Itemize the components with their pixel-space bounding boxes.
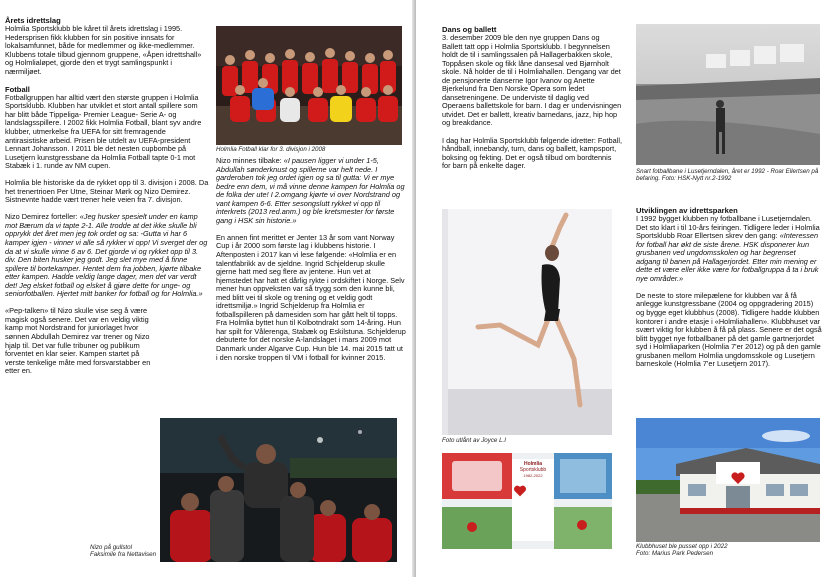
- heading-fotball: Fotball: [5, 84, 30, 94]
- right-column-1: [442, 25, 622, 179]
- paragraph-nizo-minnes: [216, 157, 406, 225]
- clubhouse-photo: [636, 418, 820, 542]
- left-column-1: [5, 16, 209, 384]
- clubhouse-caption-line-2: Foto: Marius Park Pedersen: [636, 550, 714, 558]
- nizo-caption-line-2: Faksimile fra Nettavisen: [90, 551, 157, 559]
- logo-name: Holmlia: [523, 461, 543, 467]
- logo-years: 1982-2022: [523, 473, 543, 478]
- paragraph-pep-talk: «Pep-talken» til Nizo skulle vise seg å være magisk også senere. Det var en veldig viktig kamp mot Nordstrand for juniorlaget hvor sønnen Abdullah Demirez var trener og Nizo hjalp til. Det var fulle tribuner og publikum forventet en klar seier. Kampen startet på verste tenkelige måte med forsvarstabber en etter en.: [5, 306, 151, 376]
- logo-subname: Sportsklubb: [519, 467, 547, 473]
- heading-dans-og-ballett: Dans og ballett: [442, 25, 497, 34]
- club-logo-collage: [442, 453, 612, 549]
- paragraph-idretter: I dag har Holmlia Sportsklubb følgende idretter: Fotball, håndball, innebandy, turn, dans og ballett, kampsport, boksing og fekting. Det er også tilbud om bordtennis for barn på enkelte dager.: [442, 135, 623, 171]
- clubhouse-caption-line-1: Klubbhuset ble pusset opp i 2022: [636, 543, 728, 550]
- ellertsen-quote: «Interessen for fotball har økt de siste årene. HSK disponerer kun grusbanen ved ungdomsskolen og har begrenset adgang til banen på Hallagerjordet. Etter min mening er dette et være eller ikke være for fotballgruppa å ta i bruk nye områder.»: [636, 231, 819, 283]
- right-page: [416, 0, 832, 577]
- dancer-photo: [442, 209, 612, 435]
- clubhouse-photo-caption: [636, 543, 820, 558]
- nizo-gullstol-photo: [160, 418, 397, 562]
- nizo-caption-line-1: Nizo på gullstol: [90, 544, 132, 551]
- left-column-2: [216, 157, 406, 371]
- ellertsen-photo-caption: Snart fotballbane i Lusetjerndalen, året er 1992 - Roar Ellertsen på befaring. Foto: HSK-Nytt nr.2-1992: [636, 168, 819, 183]
- heading-arets-idrettslag: Årets idrettslag: [5, 16, 61, 25]
- paragraph-ny-fotballbane: [636, 215, 822, 283]
- nizo-minnes-intro: Nizo minnes tilbake:: [216, 156, 284, 165]
- heart-icon: [513, 485, 527, 497]
- ellertsen-photo-1992: [636, 24, 820, 165]
- paragraph-arets-idrettslag: Holmlia Sportsklubb ble kåret til årets idrettslag i 1995. Hedersprisen fikk klubben for sin positive innsats for lokalsamfunnet, både for medlemmer og ikke-medlemmer. Klubbens totale tilbud gjennom gruppene, «Åpen idrettshall» og Holmlialøpet, gjorde den et trygt samlingspunkt i nærmiljøet.: [5, 24, 202, 76]
- heading-utviklingen: Utviklingen av idrettsparken: [636, 206, 738, 215]
- paragraph-milepaeler: De neste to store milepælene for klubben var å få anlegge kunstgressbane (2004 og oppgradering 2015) og bygge eget klubbhus (2008). Tidligere hadde klubben kontorer i andre etasje i «Holmliahallen». Klubbhuset var svært viktig for klubben å få på plass. Senere er det også blitt bygget nye fotballbaner på det gamle gartnerjordet syd i Holmliaparken (Holmlia 7'er 2012) og på den gamle grusbanen mellom Holmlia ungdomsskole og Lusetjern barneskole (Holmlia 7'er Lusetjern 2017).: [636, 290, 822, 369]
- club-logo: [513, 461, 553, 497]
- right-column-2: [636, 206, 822, 377]
- paragraph-3-divisjon: Holmlia ble historiske da de rykket opp til 3. divisjon i 2008. Da het trenertrioen Per Utne, Steinar Mørk og Nizo Demirez. Sistnevnte hadde vært trener hele veien fra 7. divisjon.: [5, 178, 209, 205]
- paragraph-fotball: Fotballgruppen har alltid vært den største gruppen i Holmlia Sportsklubb. Klubben har utviklet et stort antall spillere som har blitt både Tippeliga- Premier League- Serie A- og landslagsspillere. I 2002 fikk Holmlia Fotball, blant syv andre klubber, utmerkelse fra UEFA for sitt fremragende antirasistiske arbeid. Prisen ble utdelt av UEFA-president Lennart Johansson. I 2011 ble det nesten cupbombe på Lusetjern kunstgressbane da Holmlia Fotball tapte 0-1 mot Stabæk i 1. runde av NM cupen.: [5, 92, 202, 171]
- nizo-minnes-quote: «I pausen ligger vi under 1-5, Abdullah sønderknust og spillerne var helt nede. I garderoben tok jeg ordet igjen og sa til gutta: Vi er mye bedre enn dem, vi må vinne denne kampen for Holmlia og de folka der ute! I 2.omgang kjørte vi over Nordstrand og vant kampen 6-6. Etter sesongslutt rykket vi opp til interkrets (2013 red.anm.) og ble kretsmester for første gang i HSK sin historie.»: [216, 156, 405, 225]
- paragraph-nizo-forteller: [5, 213, 209, 298]
- paragraph-dans-og-ballett: 3. desember 2009 ble den nye gruppen Dans og Ballett tatt opp i Holmlia Sportsklubb. I begynnelsen holdt de til i samlingssalen på Hallagerbakken skole, Toppåsen skole og fikk låne dansesal ved Bjørnholt skole. Nå holder de til i Holmliahallen. Dengang var det de pensjonerte danserne Igor Ivanov og Anette Bjerkelund fra Den Norske Opera som ledet dansetreningene. De underviste til daglig ved Operaens ballettskole for barn. I dag er undervisningen utvidet. Det er ballett, kreativ barnedans, jazz, hip hop og breakdance.: [442, 33, 622, 128]
- nizo-quote: «Jeg husker spesielt under en kamp mot Bærum da vi tapte 2-1. Alle trodde at det ikke skulle bli opprykk det året men jeg tok ordet og sa: -Gutta vi har 6 kamper igjen - vinner vi alle så rykker vi opp! Vi sverget der og da at vi skulle vinne 6 av 6. Det gjorde vi og rykket opp til 3. div. Den biten husker jeg godt. Jeg slet mye med å finne spillere til bortekamper. Hentet dem fra jobben, kjørte tilbake etter kampen. Hadde veldig lange dager, men det var verdt det! Jeg elsket fotball og elsket å gjøre dette for unge- og seniorfotballen. Hjertet mitt banker for fotball og for Holmlia.»: [5, 212, 208, 299]
- nizo-photo-caption: [90, 544, 160, 559]
- ny-fotballbane-text: I 1992 bygget klubben ny fotballbane i Lusetjerndalen. Det sto klart i til 10-års feiringen. Tidligere leder i Holmlia Sportsklubb Roar Ellertsen skrev den gang:: [636, 214, 820, 241]
- team-photo-2008: [216, 26, 402, 145]
- dancer-photo-caption: Foto utlånt av Joyce L.I: [442, 437, 506, 444]
- paragraph-jenter-13: En annen fint merittet er Jenter 13 år som vant Norway Cup i år 2000 som første lag i klubbens historie. I Aftenposten i 2017 kan vi lese følgende: «Holmlia er en talentfabrikk av de sjeldne. Ingrid Schjelderup skulle gjerne hatt med seg flere av jentene. Hun vet at hjemstedet har hatt et dårlig rykte i ordskiftet i Norge. Selv mener hun oppveksten var så trygg som den kunne bli, med blitt vei til skole og trening og et veldig godt idrettsmiljø.» Ingrid Schjelderup fra Holmlia er fotballspilleren på damesiden som har gått helt til topps. Fra Holmlia byttet hun til Kolbotndrakt som 14-åring. Hun har spilt for Vålerenga, Stabæk og Eskilstuna. Schjelderup debuterte for det norske A-landslaget i mars 2009 mot Danmark under Algarve Cup. Hun ble 14. mai 2015 tatt ut i den norske troppen til VM i fotball for kvinner 2015.: [216, 232, 406, 362]
- nizo-intro: Nizo Demirez forteller:: [5, 212, 80, 222]
- team-photo-caption: Holmlia Fotball klar for 3. divisjon i 2008: [216, 146, 326, 153]
